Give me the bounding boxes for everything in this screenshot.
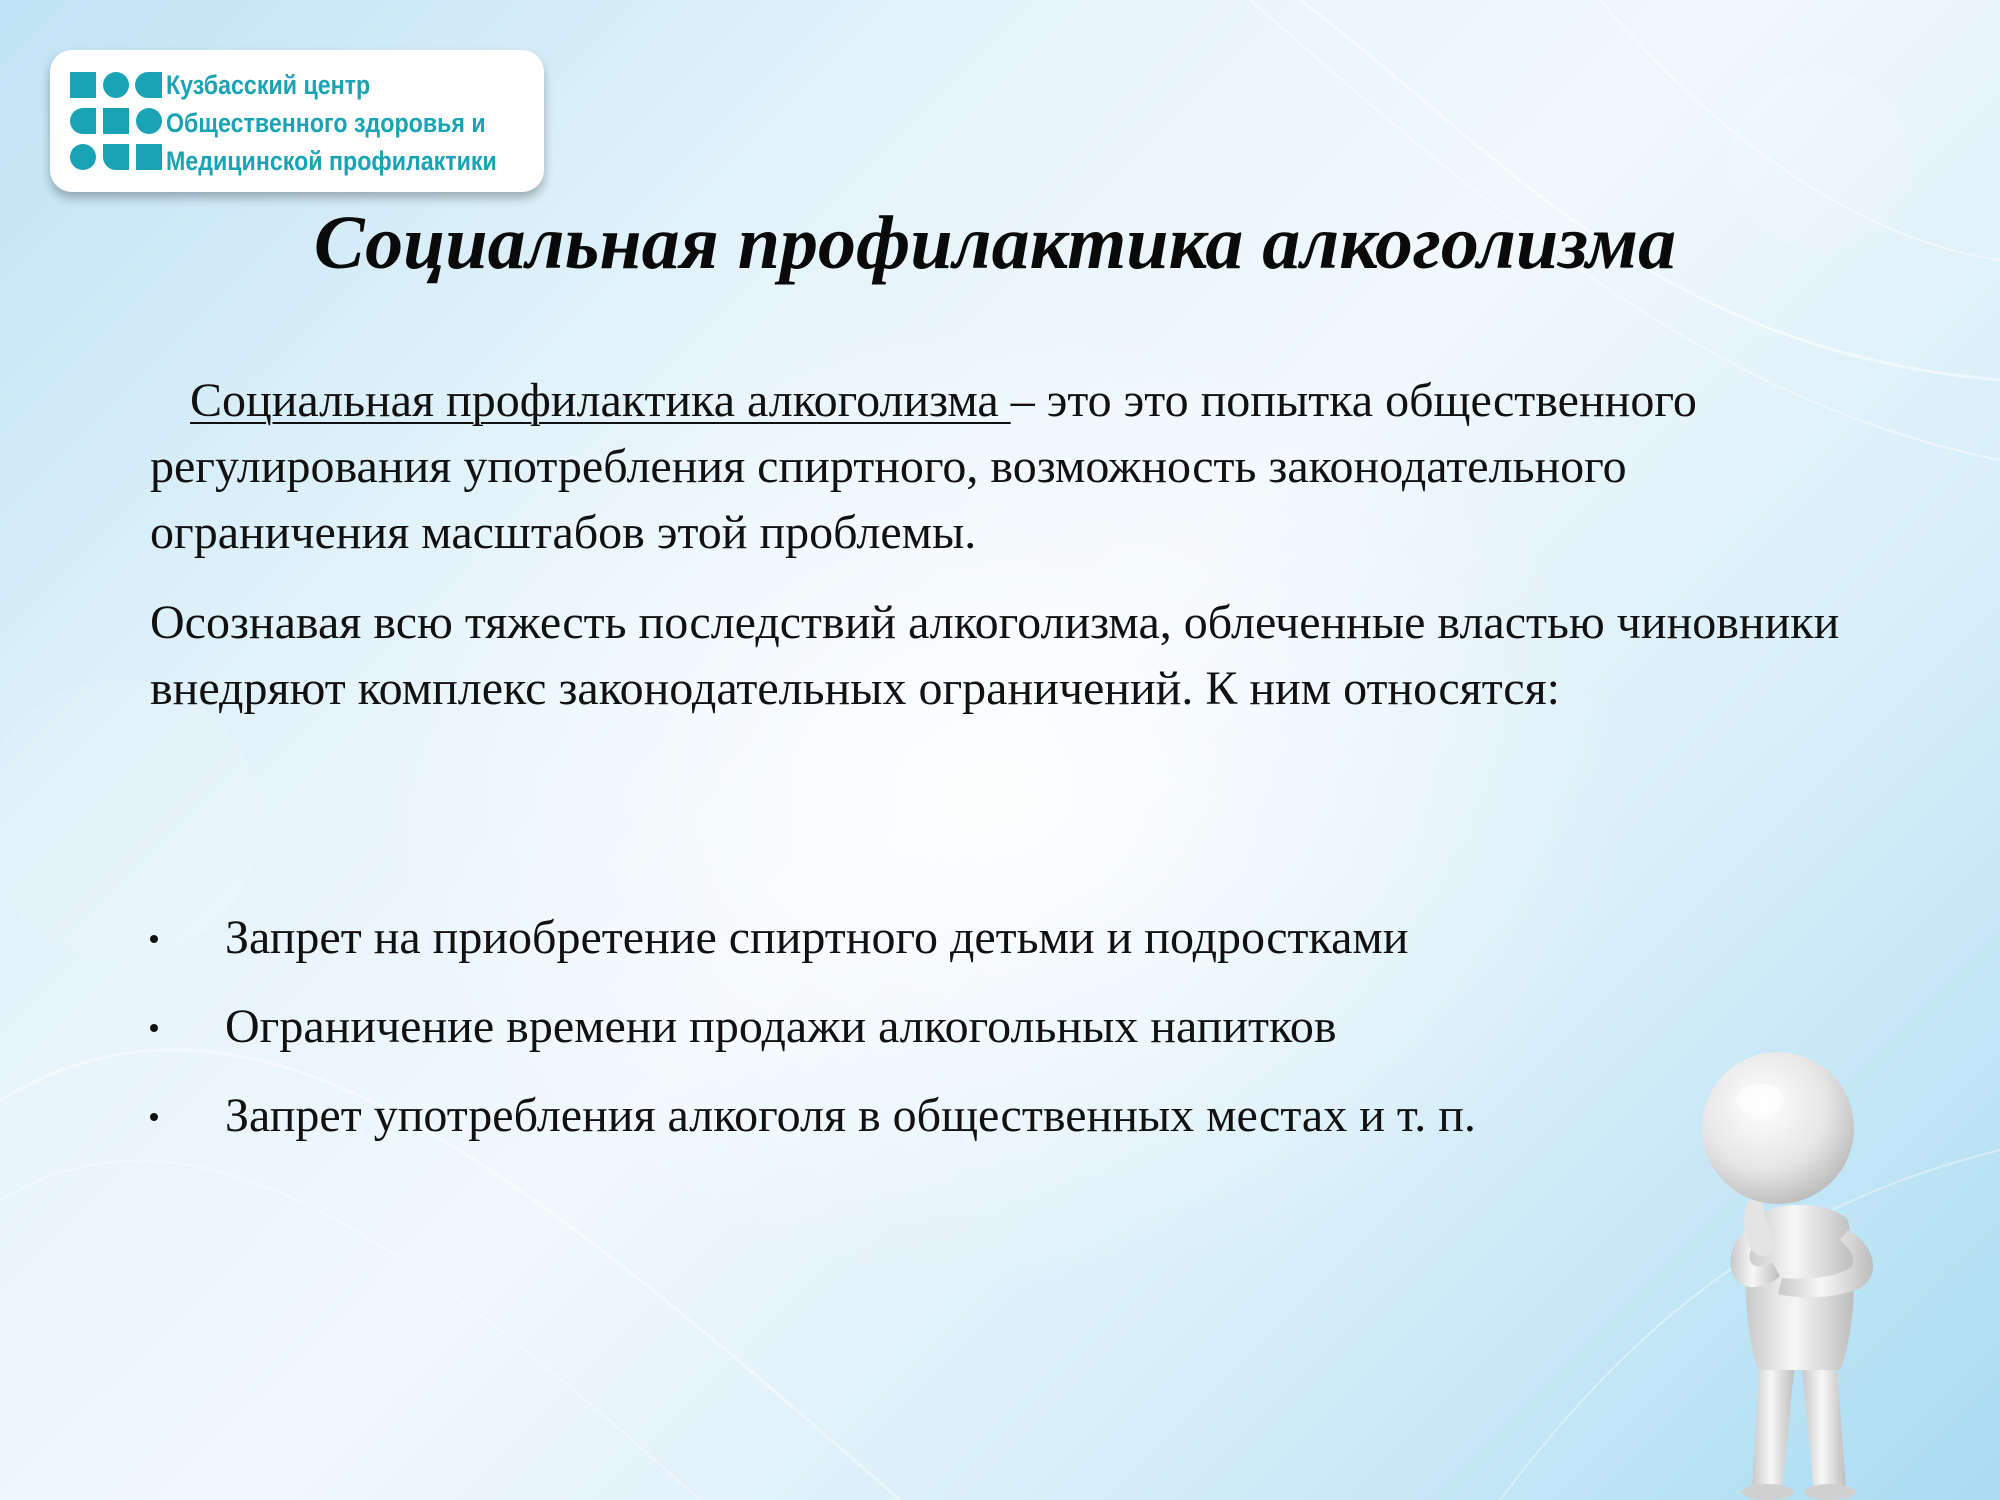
list-item-text: Запрет на приобретение спиртного детьми и подростками (225, 911, 1409, 964)
list-item-text: Запрет употребления алкоголя в общественных местах и т. п. (225, 1089, 1476, 1142)
slide-title: Социальная профилактика алкоголизма (313, 201, 1677, 285)
list-item (150, 994, 1850, 1083)
list-item (150, 1083, 1850, 1172)
bullet-icon (150, 935, 158, 943)
logo-line: Кузбасский центр (166, 70, 371, 100)
measures-list (150, 905, 1850, 1172)
logo-text (166, 66, 497, 180)
list-item-text: Ограничение времени продажи алкогольных напитков (225, 1000, 1337, 1053)
definition-text: – это это попытка общественного регулирования употребления спиртного, возможность законодательного ограничения масштабов этой проблемы. (150, 374, 1697, 559)
logo-card (50, 50, 544, 192)
logo-line: Общественного здоровья и (166, 108, 486, 138)
measures-paragraph: Осознавая всю тяжесть последствий алкоголизма, облеченные властью чиновники внедряют комплекс законодательных ограничений. К ним относятся: (150, 596, 1840, 715)
logo-line: Медицинской профилактики (166, 146, 497, 176)
slide-body (150, 368, 1870, 722)
definition-term: Социальная профилактика алкоголизма (190, 374, 1011, 427)
bullet-icon (150, 1024, 158, 1032)
definition-paragraph (150, 368, 1870, 566)
thinking-man-icon (1690, 1050, 1910, 1500)
list-item (150, 905, 1850, 994)
logo-mark-icon (68, 70, 164, 172)
bullet-icon (150, 1113, 158, 1121)
